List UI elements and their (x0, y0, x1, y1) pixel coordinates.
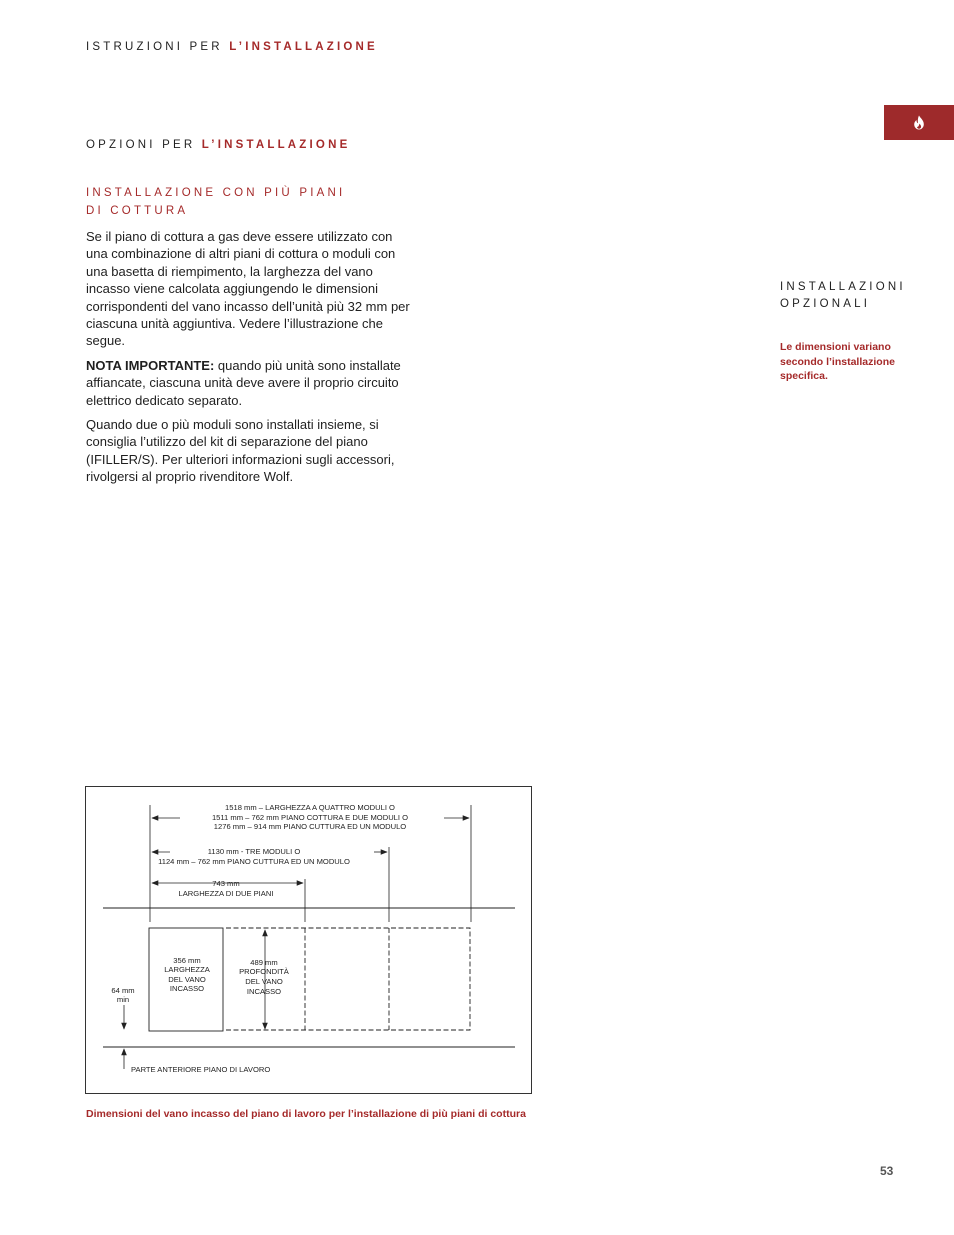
section-title-emphasis: L’INSTALLAZIONE (201, 139, 351, 151)
section-tab (884, 105, 954, 140)
cutout-depth-label: PROFONDITÀ (239, 967, 289, 976)
important-note-text: quando più unità sono installate affiancate, ciascuna unità deve avere il proprio circuito elettrico dedicato separato. (86, 357, 401, 408)
subsection-title (86, 184, 416, 220)
sidebar-title-line1: INSTALLAZIONI (780, 281, 906, 293)
dimension-label: LARGHEZZA DI DUE PIANI (178, 889, 274, 898)
important-note-label: NOTA IMPORTANTE: (86, 357, 215, 373)
sidebar-title (780, 279, 930, 313)
running-header (86, 41, 378, 53)
min-distance-label: min (116, 995, 130, 1004)
min-distance-label: 64 mm (111, 986, 135, 995)
dimension-label: 1124 mm – 762 mm PIANO CUTTURA ED UN MODULO (158, 857, 350, 866)
dimension-label: 743 mm (212, 879, 240, 888)
header-emphasis: L’INSTALLAZIONE (229, 41, 378, 53)
subsection-title-line1: INSTALLAZIONE CON PIÙ PIANI (86, 187, 346, 199)
paragraph-2 (86, 357, 416, 409)
cutout-depth-label: INCASSO (246, 987, 282, 996)
countertop-front-label: PARTE ANTERIORE PIANO DI LAVORO (131, 1065, 271, 1074)
cutout-diagram (85, 786, 532, 1094)
cutout-width-label: LARGHEZZA (164, 965, 210, 974)
cutout-width-label: DEL VANO (168, 975, 206, 984)
dimension-label: 1130 mm - TRE MODULI O (207, 847, 301, 856)
page-number: 53 (880, 1164, 894, 1178)
cutout-depth-label: 489 mm (250, 958, 278, 967)
dimension-label: 1518 mm – LARGHEZZA A QUATTRO MODULI O (225, 803, 395, 812)
section-title-prefix: OPZIONI PER (86, 139, 202, 151)
subsection-title-line2: DI COTTURA (86, 205, 189, 217)
dimension-label: 1276 mm – 914 mm PIANO CUTTURA ED UN MODULO (213, 822, 407, 831)
paragraph-1: Se il piano di cottura a gas deve essere utilizzato con una combinazione di altri piani di cottura o moduli con una basetta di riempimento, la larghezza del vano incasso viene calcolata aggiungendo le dimensioni corrispondenti del vano incasso dell’unità più 32 mm per ciascuna unità aggiuntiva. Vedere l’illustrazione che segue. (86, 229, 410, 349)
figure-caption: Dimensioni del vano incasso del piano di lavoro per l’installazione di più piani di cottura (86, 1108, 526, 1120)
body-text (86, 228, 416, 493)
cutout-diagram-drawing (86, 787, 531, 1093)
cutout-width-label: INCASSO (169, 984, 205, 993)
sidebar-note: Le dimensioni variano secondo l’installazione specifica. (780, 341, 895, 382)
paragraph-3: Quando due o più moduli sono installati insieme, si consiglia l’utilizzo del kit di separazione del piano (IFILLER/S). Per ulteriori informazioni sugli accessori, rivolgersi al proprio rivenditore Wolf. (86, 417, 395, 485)
section-title (86, 139, 350, 151)
cutout-width-label: 356 mm (173, 956, 201, 965)
dimension-label: 1511 mm – 762 mm PIANO COTTURA E DUE MODULI O (211, 813, 409, 822)
cutout-depth-label: DEL VANO (245, 977, 283, 986)
header-prefix: ISTRUZIONI PER (86, 41, 230, 53)
flame-icon (913, 115, 925, 130)
sidebar-title-line2: OPZIONALI (780, 298, 871, 310)
